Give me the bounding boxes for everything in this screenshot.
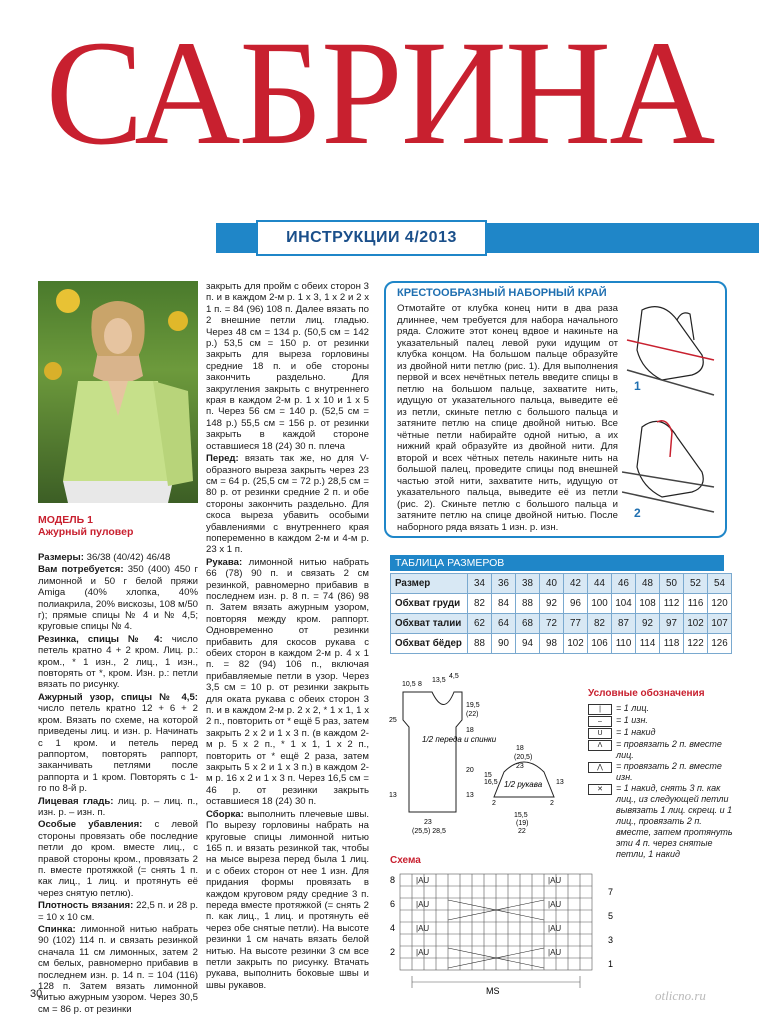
paragraph: Лицевая гладь: лиц. р. – лиц. п., изн. р. – изн. п. xyxy=(38,795,198,818)
table-row: Обхват талии 62 64 68 72 77 82 87 92 97 102 107 xyxy=(391,614,732,634)
paragraph: Сборка: выполнить плечевые швы. По вырезу горловины набрать на круговые спицы лимонной нитью 165 п. и вязать резинкой так, чтобы на мысе выреза перед была 1 лиц. и с обеих сторон от нее 1 изн. Для придания формы провязать в каждом круговом ряду средние 3 п. переда вместе протяжкой (= снять 2 п. как лиц., 1 лиц. и протянуть её через обе снятые петли). На высоте резинки 1 см начать вязать белой нитью. На высоте резинки 3 см все петли закрыть по рисунку. Втачать рукава, выполнить боковые швы и швы рукавов. xyxy=(206,808,369,991)
legend-item: Λ = провязать 2 п. вместе лиц. xyxy=(588,739,738,761)
svg-text:2: 2 xyxy=(492,800,496,807)
sleeve-label: 1/2 рукава xyxy=(504,780,543,789)
legend-item: ✕ = 1 накид, снять 3 п. как лиц., из следующей петли вывязать 1 лиц. скрещ. и 1 лиц., провязать 2 п. вместе, затем протянуть эти 4 п. через снятые петли, 1 накид xyxy=(588,783,738,860)
paragraph: закрыть для пройм с обеих сторон 3 п. и в каждом 2-м р. 1 х 3, 1 х 2 и 2 х 1 п. = 84 (96) 108 п. Далее вязать по 2 внешние петли лиц. гладью. Через 48 см = 134 р. (50,5 см = 142 р.) 53,5 см = 150 р. от резинки закрыть для выреза горловины средние 18 п. и обе стороны закончить раздельно. Для закругления закрыть с внутреннего края в каждом 2-м р. 1 х 10 и 1 х 5 п. Через 56 см = 140 р. (52,5 см = 148 р.) 55,5 см = 156 р. от резинки закрыть в каждой стороне оставшиеся 18 (24) 30 п. плеча xyxy=(206,281,369,452)
svg-text:20: 20 xyxy=(466,767,474,774)
watermark: otlicno.ru xyxy=(655,988,706,1003)
model-number: МОДЕЛЬ 1 xyxy=(38,514,93,526)
svg-text:15,5: 15,5 xyxy=(514,812,528,819)
model-photo xyxy=(38,281,198,503)
svg-text:|AU: |AU xyxy=(416,900,430,909)
svg-text:13: 13 xyxy=(556,779,564,786)
legend-title: Условные обозначения xyxy=(588,688,705,699)
svg-text:4: 4 xyxy=(390,923,396,933)
svg-text:5: 5 xyxy=(608,911,614,921)
svg-text:8: 8 xyxy=(390,875,396,885)
svg-text:2: 2 xyxy=(550,800,554,807)
cast-on-title: КРЕСТООБРАЗНЫЙ НАБОРНЫЙ КРАЙ xyxy=(397,287,607,299)
fig-1-label: 1 xyxy=(634,379,641,393)
svg-text:6: 6 xyxy=(390,899,396,909)
schema-title: Схема xyxy=(390,855,421,866)
table-row: Обхват бёдер 88 90 94 98 102 106 110 114 118 122 126 xyxy=(391,634,732,654)
model-label xyxy=(38,514,133,538)
svg-text:13: 13 xyxy=(389,792,397,799)
knitting-chart xyxy=(388,870,628,1012)
hand-figure-2 xyxy=(622,412,717,522)
back-label: 1/2 переда и спинки xyxy=(422,735,497,744)
svg-text:25: 25 xyxy=(389,717,397,724)
svg-text:|AU: |AU xyxy=(548,924,562,933)
paragraph: Вам потребуется: 350 (400) 450 г лимонной и 50 г белой пряжи Amiga (40% хлопка, 40% полиакрила, 20% вискозы, 108 м/50 г); прямые спицы № 4 и № 4,5; круговые спицы № 4. xyxy=(38,564,198,633)
table-row: Обхват груди 82 84 88 92 96 100 104 108 112 116 120 xyxy=(391,594,732,614)
legend-item: – = 1 изн. xyxy=(588,715,738,727)
svg-text:22: 22 xyxy=(518,828,526,835)
svg-text:|AU: |AU xyxy=(416,948,430,957)
page-number: 30 xyxy=(30,988,43,1000)
fig-2-label: 2 xyxy=(634,506,641,520)
svg-text:19,5: 19,5 xyxy=(466,702,480,709)
svg-text:|AU: |AU xyxy=(548,876,562,885)
svg-text:16,5: 16,5 xyxy=(484,779,498,786)
svg-text:13: 13 xyxy=(466,792,474,799)
legend-item: ⋀ = провязать 2 п. вместе изн. xyxy=(588,761,738,783)
instructions-column-2 xyxy=(206,281,369,992)
svg-text:8: 8 xyxy=(418,681,422,688)
svg-text:23: 23 xyxy=(424,819,432,826)
paragraph: Плотность вязания: 22,5 п. и 28 р. = 10 х 10 см. xyxy=(38,900,198,923)
model-name: Ажурный пуловер xyxy=(38,526,134,538)
svg-text:(22): (22) xyxy=(466,711,479,718)
size-table-title: ТАБЛИЦА РАЗМЕРОВ xyxy=(390,555,724,571)
svg-text:1: 1 xyxy=(608,959,614,969)
paragraph: Размеры: 36/38 (40/42) 46/48 xyxy=(38,552,171,563)
legend-item: | = 1 лиц. xyxy=(588,703,738,715)
svg-text:|AU: |AU xyxy=(416,924,430,933)
svg-text:18: 18 xyxy=(516,745,524,752)
paragraph: Рукава: лимонной нитью набрать 66 (78) 90 п. и связать 2 см резинкой, равномерно прибавив в последнем изн. р. 8 п. = 74 (86) 98 п. Затем вязать ажурным узором, повторяя между кром. раппорт. Одновременно от резинки прибавить для скосов рукава с обеих сторон в каждом 2-м р. 4 х 1 п. = 82 (94) 106 п., включая прибавляемые петли в узор. Через 3,5 см = 10 р. от резинки закрыть для оката рукава с обеих сторон 3 п. и в каждом 2-м р. 2 х 2, * 1 х 1, 1 х 2 п., повторить от * ещё 5 раз, затем закрыть 2 х 2 и 1 х 3 п. (в каждом 2-м р. 5 х 2 п., * 1 х 1, 1 х 2 п., повторить от * ещё 2 раза, затем закрыть 5 х 2 и 1 х 3 п.) в каждом 2-м р. 16 х 2 и 1 х 3 п. Через 16,5 см = 46 р. от резинки закрыть оставшиеся 18 (24) 30 п. xyxy=(206,556,369,808)
svg-text:|AU: |AU xyxy=(548,900,562,909)
ms-label: MS xyxy=(486,986,500,996)
svg-text:(25,5) 28,5: (25,5) 28,5 xyxy=(412,828,446,835)
paragraph: Перед: вязать так же, но для V-образного выреза закрыть через 23 см = 64 р. (25,5 см = 72 р.) 28,5 см = 80 р. от резинки средние 2 п. и обе стороны закончить раздельно. Для скоса выреза убавить особыми убавлениями с внутреннего края попеременно в каждом 2-м и 4-м р. 23 х 1 п. xyxy=(206,453,369,556)
hand-figure-1 xyxy=(622,300,717,400)
svg-text:23: 23 xyxy=(516,763,524,770)
svg-text:13,5: 13,5 xyxy=(432,677,446,684)
svg-text:(19): (19) xyxy=(516,820,529,827)
legend-item: U = 1 накид xyxy=(588,727,738,739)
svg-text:4,5: 4,5 xyxy=(449,673,459,680)
magazine-title: САБРИНА xyxy=(45,10,714,176)
svg-text:(20,5): (20,5) xyxy=(514,754,533,761)
paragraph: Резинка, спицы № 4: число петель кратно 4 + 2 кром. Лиц. р.: кром., * 1 изн., 2 лиц., 1 изн., повторять от *, кром. Изн. р.: петли вязать по рисунку. xyxy=(38,633,198,691)
svg-text:18: 18 xyxy=(466,727,474,734)
svg-text:15: 15 xyxy=(484,772,492,779)
instructions-banner: ИНСТРУКЦИИ 4/2013 xyxy=(256,220,487,256)
legend xyxy=(588,703,738,860)
svg-text:10,5: 10,5 xyxy=(402,681,416,688)
instructions-column-1 xyxy=(38,552,198,1016)
paragraph: Особые убавления: с левой стороны провязать обе последние петли до кром. вместе лиц., с правой стороны кром., провязать 2 п. вместе протяжкой (= снять 1 п. как лиц., 1 лиц. и протянуть её через снятую петлю). xyxy=(38,819,198,899)
table-row: Размер 34 36 38 40 42 44 46 48 50 52 54 xyxy=(391,574,732,594)
svg-text:3: 3 xyxy=(608,935,614,945)
paragraph: Ажурный узор, спицы № 4,5: число петель кратно 12 + 6 + 2 кром. Вязать по схеме, на которой приведены лиц. и изн. р. Начинать с 1 кром. и петель перед раппортом, повторять раппорт, заканчивать петлями после раппорта и 1 кром. Повторять с 1-го по 8-й р. xyxy=(38,691,198,795)
pattern-diagram xyxy=(384,672,584,842)
svg-text:2: 2 xyxy=(390,947,396,957)
paragraph: Спинка: лимонной нитью набрать 90 (102) 114 п. и связать резинкой сначала 11 см лимонных, затем 2 см белых, равномерно прибавив в последнем изн. р. 14 п. = 104 (116) 128 п. Затем вязать лимонной нитью ажурным узором. Через 30,5 см = 86 р. от резинки xyxy=(38,924,198,1015)
svg-text:|AU: |AU xyxy=(548,948,562,957)
size-table xyxy=(390,573,732,654)
svg-text:7: 7 xyxy=(608,887,614,897)
cast-on-text: Отмотайте от клубка конец нити в два раза длиннее, чем требуется для набора начального ряда. Сложите этот конец вдвое и накиньте на указательный палец левой руки идущим от клубка концом. На большом пальце образуйте из двойной нити петлю (рис. 1). Для выполнения первой и всех нечётных петель введите спицы в петлю на большом пальце, захватите нить, идущую от указательного пальца, выведите её из петли, скиньте петлю с большого пальца и затяните петлю на спице двойной нитью. Все чётные петли набирайте одной нитью, а их нижний край образуйте из двойной нити. Для второй и всех чётных петель накиньте нить на большой палец, проведите спицы под внешней частью этой нити, захватите нить, идущую от указательного пальца, выведите её из петли (рис. 2). Скиньте петлю с большого пальца и затяните петлю на спице двойной нитью. После наборного ряда вязать 1 изн. р. изн. xyxy=(397,303,618,533)
svg-text:|AU: |AU xyxy=(416,876,430,885)
